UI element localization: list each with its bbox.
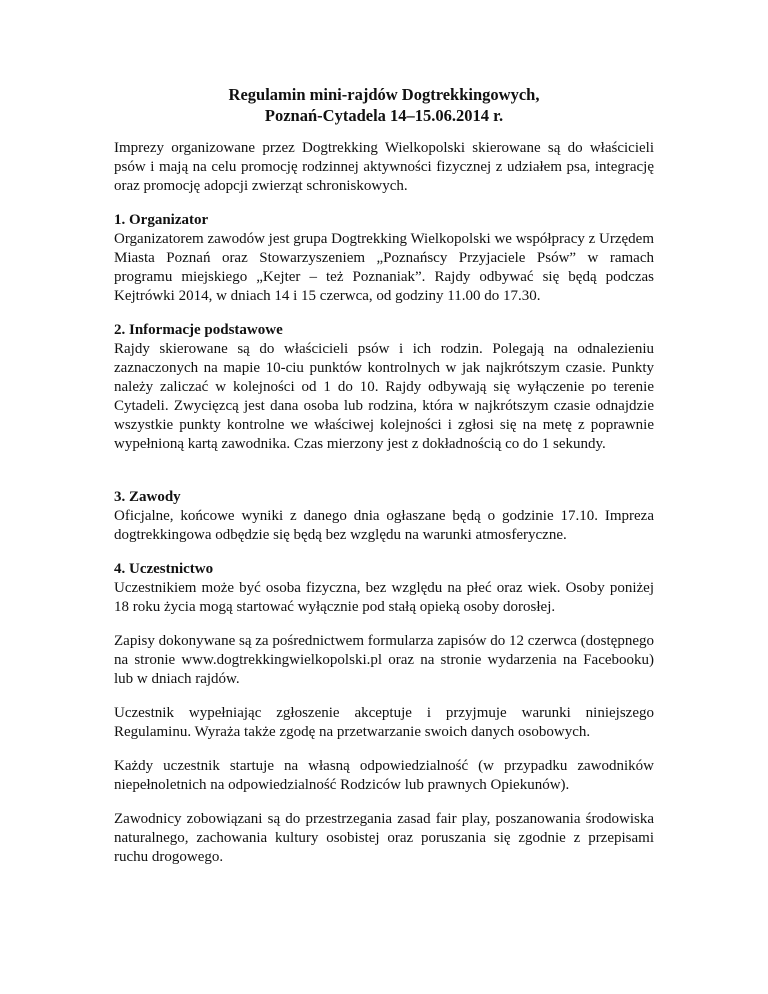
section-organizer — [114, 211, 654, 306]
section-participation — [114, 560, 654, 617]
section-paragraph: Oficjalne, końcowe wyniki z danego dnia ogłaszane będą o godzinie 17.10. Impreza dogtrekkingowa odbędzie się będą bez względu na warunki atmosferyczne. — [114, 508, 654, 543]
participation-paragraph-responsibility: Każdy uczestnik startuje na własną odpowiedzialność (w przypadku zawodników niepełnoletnich na odpowiedzialność Rodziców lub prawnych Opiekunów). — [114, 758, 654, 793]
section-paragraph: Rajdy skierowane są do właścicieli psów i ich rodzin. Polegają na odnalezieniu zaznaczonych na mapie 10-ciu punktów kontrolnych w jak najkrótszym czasie. Punkty należy zaliczać w kolejności od 1 do 10. Rajdy odbywają się wyłączenie po terenie Cytadeli. Zwycięzcą jest dana osoba lub rodzina, która w najkrótszym czasie odnajdzie wszystkie punkty kontrolne we właściwej kolejności i zgłosi się na metę z poprawnie wypełnioną kartą zawodnika. Czas mierzony jest z dokładnością co do 1 sekundy. — [114, 341, 654, 452]
section-heading: 2. Informacje podstawowe — [114, 322, 283, 338]
document-title — [114, 84, 654, 126]
section-heading: 4. Uczestnictwo — [114, 561, 214, 577]
section-heading: 3. Zawody — [114, 489, 181, 505]
document-page — [114, 84, 654, 882]
participation-paragraph-registration: Zapisy dokonywane są za pośrednictwem formularza zapisów do 12 czerwca (dostępnego na stronie www.dogtrekkingwielkopolski.pl oraz na stronie wydarzenia na Facebooku) lub w dniach rajdów. — [114, 633, 654, 687]
section-heading: 1. Organizator — [114, 212, 209, 228]
document-title-line-1: Regulamin mini-rajdów Dogtrekkingowych, — [228, 85, 540, 104]
section-competition — [114, 488, 654, 545]
section-paragraph: Organizatorem zawodów jest grupa Dogtrekking Wielkopolski we współpracy z Urzędem Miasta Poznań oraz Stowarzyszeniem „Poznańscy Przyjaciele Psów” w ramach programu miejskiego „Kejter – też Poznaniak”. Rajdy odbywać się będą podczas Kejtrówki 2014, w dniach 14 i 15 czerwca, od godziny 11.00 do 17.30. — [114, 231, 654, 304]
section-paragraph: Uczestnikiem może być osoba fizyczna, bez względu na płeć oraz wiek. Osoby poniżej 18 roku życia mogą startować wyłącznie pod stałą opieką osoby dorosłej. — [114, 580, 654, 615]
intro-paragraph: Imprezy organizowane przez Dogtrekking Wielkopolski skierowane są do właścicieli psów i mają na celu promocję rodzinnej aktywności fizycznej z udziałem psa, integrację oraz promocję adopcji zwierząt schroniskowych. — [114, 140, 654, 194]
document-title-line-2: Poznań-Cytadela 14–15.06.2014 r. — [264, 106, 504, 125]
participation-paragraph-acceptance: Uczestnik wypełniając zgłoszenie akceptuje i przyjmuje warunki niniejszego Regulaminu. Wyraża także zgodę na przetwarzanie swoich danych osobowych. — [114, 705, 654, 740]
participation-paragraph-fair-play: Zawodnicy zobowiązani są do przestrzegania zasad fair play, poszanowania środowiska naturalnego, zachowania kultury osobistej oraz poruszania się zgodnie z przepisami ruchu drogowego. — [114, 811, 654, 865]
section-basic-info — [114, 321, 654, 454]
